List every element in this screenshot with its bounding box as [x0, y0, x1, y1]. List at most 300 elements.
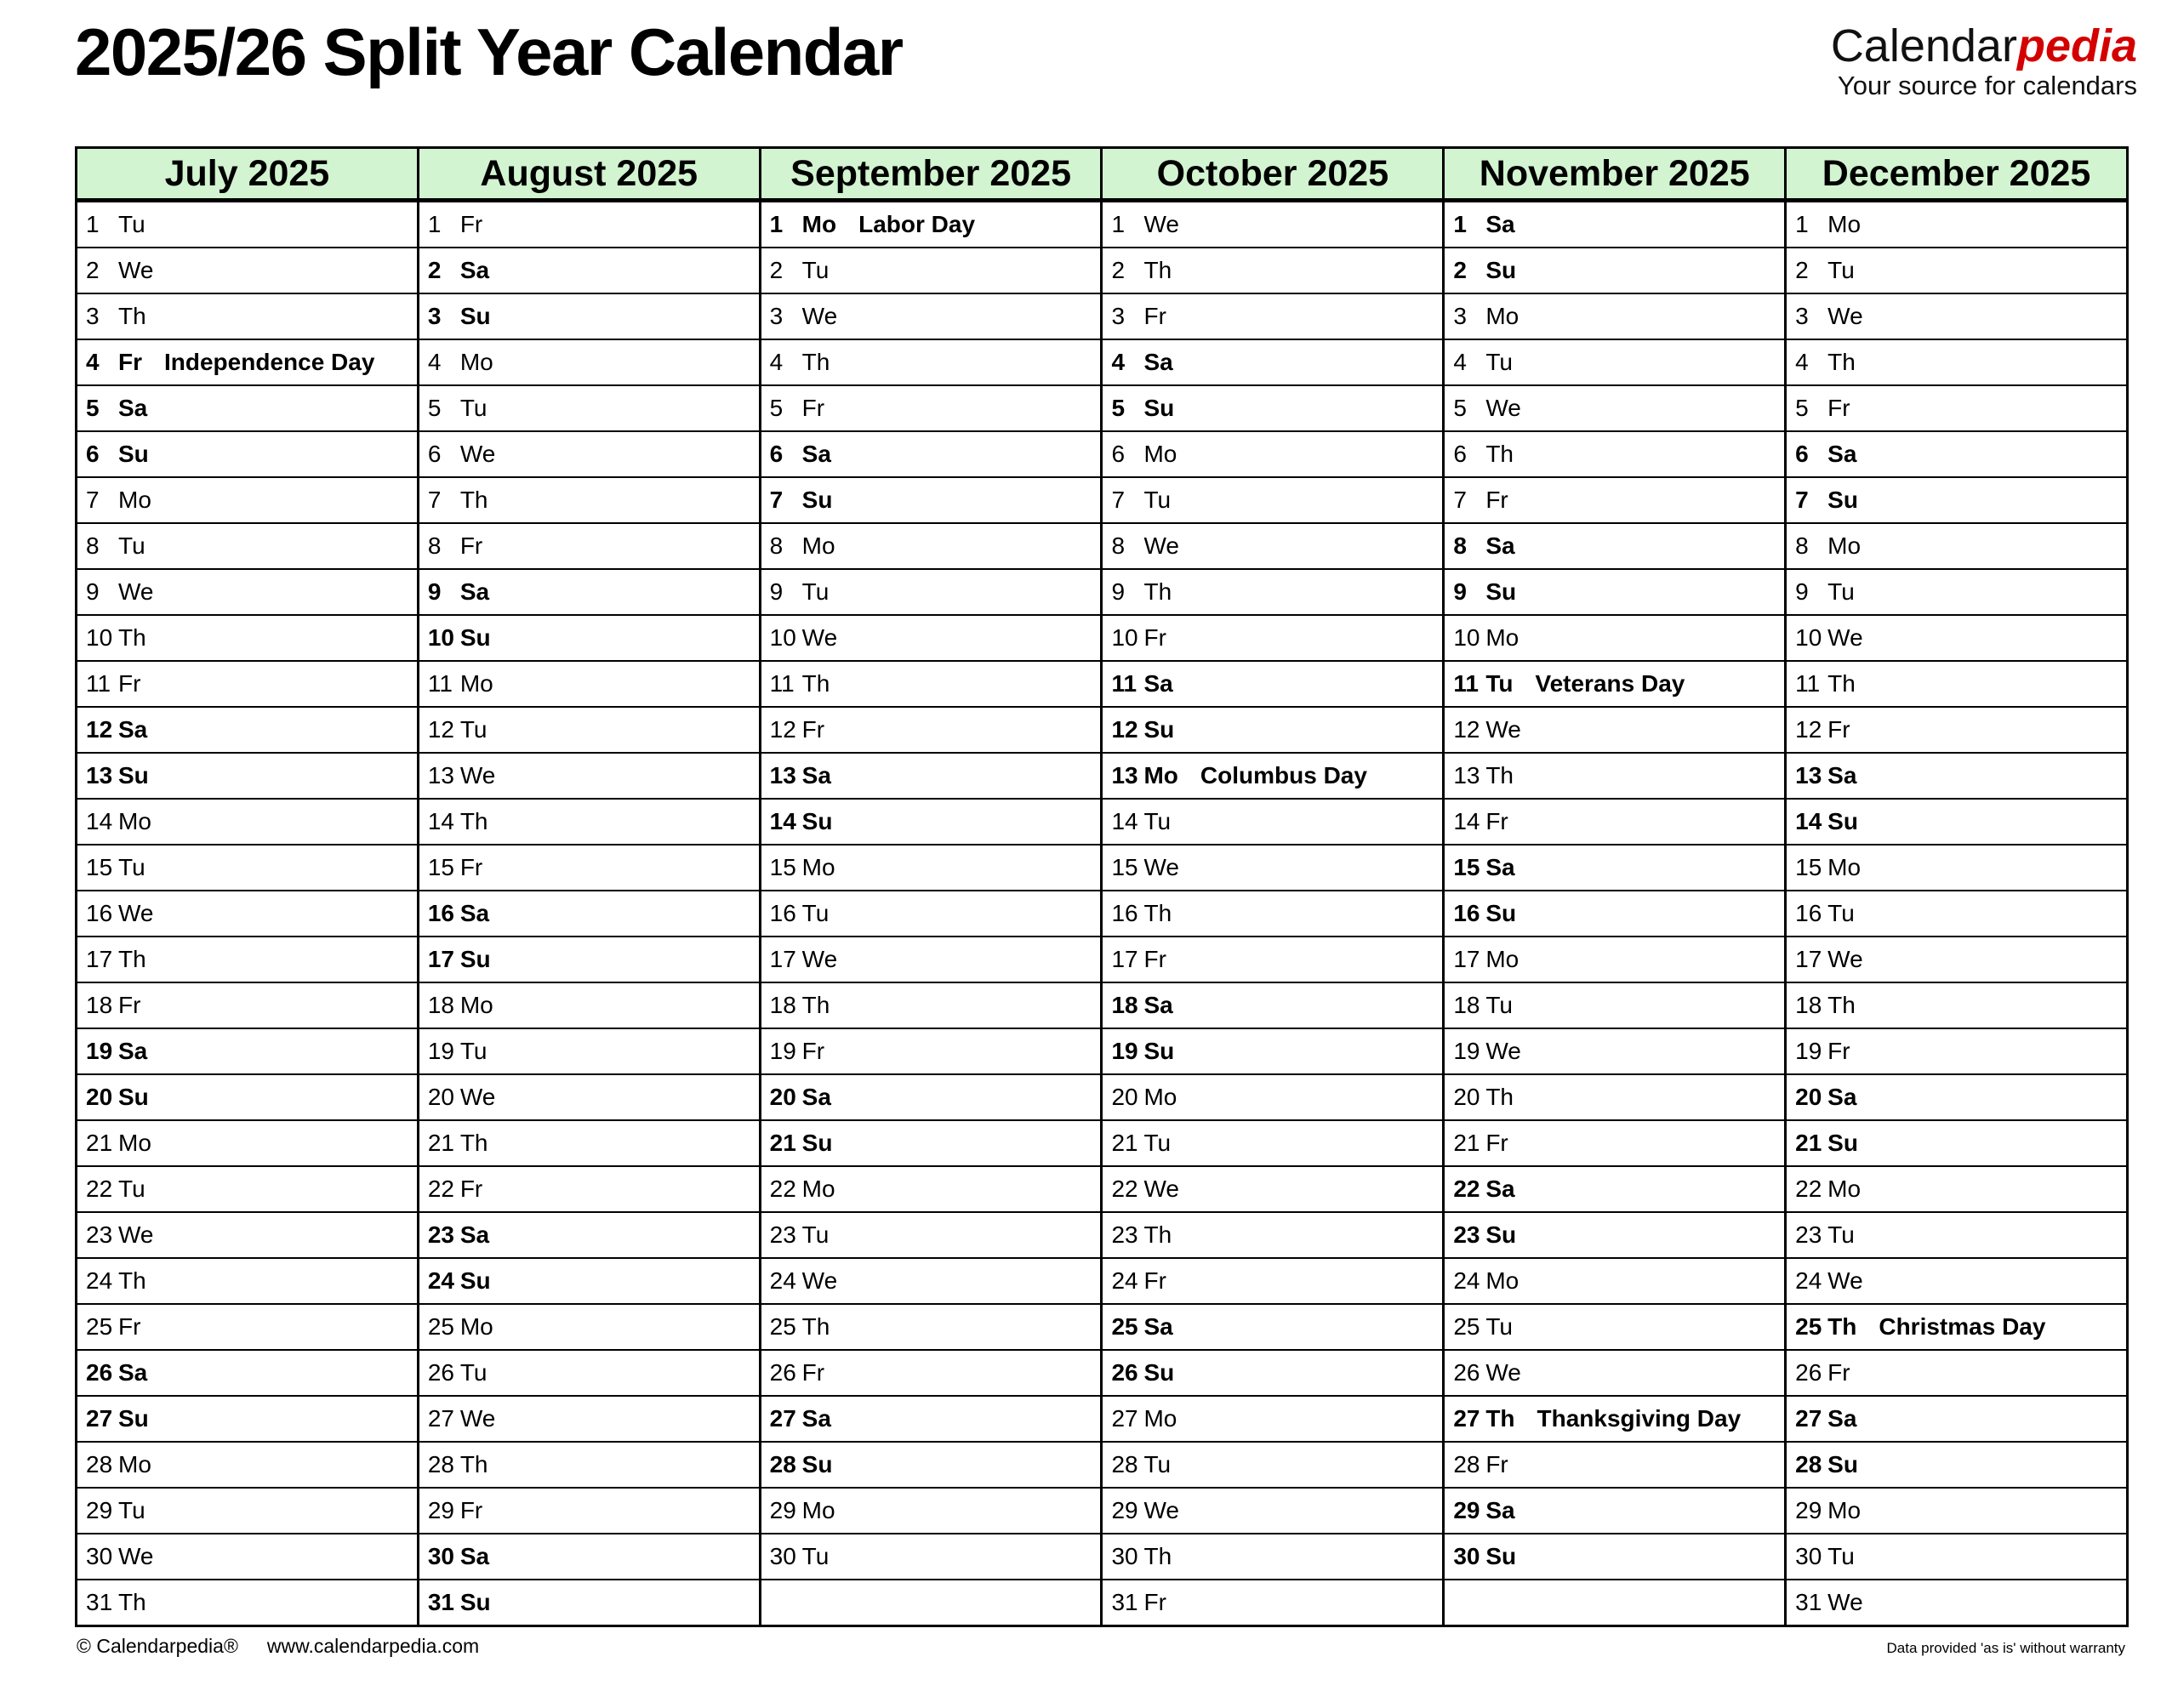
day-cell	[1102, 1442, 1444, 1488]
day-number: 26	[1795, 1359, 1822, 1386]
month-header: November 2025	[1444, 148, 1786, 201]
day-number: 5	[86, 395, 100, 421]
day-weekday: Sa	[801, 1084, 831, 1110]
day-weekday: Mo	[801, 532, 835, 559]
day-weekday: Su	[1485, 1221, 1517, 1248]
day-cell	[1786, 201, 2128, 248]
day-number: 12	[1453, 716, 1480, 743]
page-title: 2025/26 Split Year Calendar	[75, 14, 903, 89]
day-weekday: Mo	[1485, 303, 1519, 329]
day-number: 17	[1453, 946, 1480, 972]
day-number: 28	[1111, 1451, 1138, 1477]
day-number: 18	[427, 992, 454, 1018]
day-weekday: Fr	[801, 395, 825, 421]
day-cell	[77, 1166, 419, 1212]
day-number: 10	[427, 624, 454, 651]
day-cell	[77, 523, 419, 569]
day-weekday: Su	[1143, 716, 1175, 743]
day-number: 23	[427, 1221, 454, 1248]
calendar-body	[77, 201, 2128, 1626]
day-number: 2	[769, 257, 784, 283]
day-weekday: Tu	[801, 1221, 830, 1248]
day-cell	[77, 1028, 419, 1074]
day-weekday: Mo	[1827, 854, 1862, 880]
day-cell	[1102, 1120, 1444, 1166]
day-weekday: Sa	[801, 441, 831, 467]
day-number: 14	[1453, 808, 1480, 834]
day-weekday: We	[1485, 1359, 1521, 1386]
day-cell	[77, 1258, 419, 1304]
day-cell	[1102, 753, 1444, 799]
day-weekday: We	[1143, 532, 1179, 559]
day-weekday: Fr	[118, 1313, 141, 1340]
day-number: 5	[427, 395, 442, 421]
day-number: 9	[427, 578, 442, 605]
day-number: 17	[86, 946, 113, 972]
day-number: 31	[1111, 1589, 1138, 1615]
day-number: 18	[769, 992, 796, 1018]
day-number: 17	[1111, 946, 1138, 972]
day-cell	[77, 1304, 419, 1350]
day-number: 11	[1453, 670, 1479, 697]
day-number: 1	[1795, 211, 1809, 237]
day-cell	[418, 1028, 760, 1074]
day-weekday: We	[801, 624, 838, 651]
day-number: 16	[427, 900, 454, 926]
day-cell	[1444, 1304, 1786, 1350]
day-weekday: Su	[1143, 1038, 1175, 1064]
day-number: 29	[86, 1497, 113, 1523]
day-cell	[418, 1396, 760, 1442]
day-weekday: Mo	[1485, 1267, 1519, 1294]
day-weekday: Mo	[1143, 762, 1178, 789]
day-cell	[1102, 201, 1444, 248]
day-weekday: Sa	[459, 257, 490, 283]
day-number: 25	[1453, 1313, 1480, 1340]
day-number: 4	[1795, 349, 1809, 375]
day-cell	[1786, 1258, 2128, 1304]
day-weekday: Mo	[1485, 624, 1519, 651]
day-weekday: Tu	[1827, 1543, 1855, 1569]
day-cell	[418, 1074, 760, 1120]
day-weekday: Tu	[1143, 1451, 1172, 1477]
day-cell	[1444, 1028, 1786, 1074]
day-weekday: Su	[1485, 578, 1517, 605]
day-number: 2	[1795, 257, 1809, 283]
day-number: 7	[86, 487, 100, 513]
day-number: 7	[769, 487, 784, 513]
day-number: 2	[1111, 257, 1126, 283]
day-cell	[77, 1396, 419, 1442]
day-number: 15	[769, 854, 796, 880]
day-cell	[1102, 1304, 1444, 1350]
day-cell	[1102, 661, 1444, 707]
day-number: 30	[1795, 1543, 1822, 1569]
day-number: 3	[86, 303, 100, 329]
day-weekday: We	[118, 578, 154, 605]
day-number: 11	[769, 670, 795, 697]
day-weekday: We	[1827, 1267, 1863, 1294]
day-cell	[760, 707, 1102, 753]
day-number: 18	[1111, 992, 1138, 1018]
day-cell	[1444, 661, 1786, 707]
day-number: 27	[769, 1405, 796, 1432]
day-weekday: Su	[1485, 257, 1517, 283]
website-link[interactable]: www.calendarpedia.com	[266, 1635, 480, 1657]
day-cell	[418, 523, 760, 569]
day-number: 8	[427, 532, 442, 559]
day-weekday: Su	[801, 487, 833, 513]
day-weekday: Th	[1485, 1084, 1514, 1110]
day-number: 2	[427, 257, 442, 283]
day-weekday: Mo	[1143, 1084, 1177, 1110]
day-weekday: We	[801, 946, 838, 972]
day-weekday: We	[1827, 946, 1863, 972]
brand-name	[1831, 22, 2137, 71]
day-weekday: We	[801, 1267, 838, 1294]
day-weekday: Tu	[1143, 808, 1172, 834]
day-weekday: Fr	[1143, 1267, 1166, 1294]
day-cell	[1102, 431, 1444, 477]
day-number: 11	[86, 670, 111, 697]
day-number: 19	[427, 1038, 454, 1064]
day-weekday: Fr	[1827, 716, 1850, 743]
day-weekday: Tu	[801, 1543, 830, 1569]
day-number: 24	[1453, 1267, 1480, 1294]
day-weekday: Tu	[1827, 578, 1855, 605]
day-cell	[1444, 937, 1786, 982]
day-cell	[418, 1350, 760, 1396]
day-cell	[77, 201, 419, 248]
day-number: 29	[1453, 1497, 1480, 1523]
day-number: 17	[427, 946, 454, 972]
day-weekday: Mo	[1827, 532, 1862, 559]
day-cell	[760, 1028, 1102, 1074]
day-cell	[1786, 1488, 2128, 1534]
day-cell	[77, 937, 419, 982]
day-cell	[1786, 799, 2128, 845]
day-number: 3	[1795, 303, 1809, 329]
day-cell	[77, 385, 419, 431]
holiday-name: Veterans Day	[1535, 670, 1685, 697]
day-weekday: Sa	[118, 395, 148, 421]
day-number: 5	[1111, 395, 1126, 421]
day-number: 17	[769, 946, 796, 972]
day-weekday: Sa	[118, 1359, 148, 1386]
day-number: 2	[86, 257, 100, 283]
day-weekday: Tu	[1827, 1221, 1855, 1248]
day-weekday: Su	[459, 1267, 491, 1294]
day-weekday: Sa	[1827, 762, 1857, 789]
day-cell	[418, 1304, 760, 1350]
day-weekday: Th	[1143, 1221, 1172, 1248]
day-weekday: Tu	[459, 716, 487, 743]
day-cell	[1786, 982, 2128, 1028]
day-cell	[418, 753, 760, 799]
day-weekday: Sa	[1143, 349, 1173, 375]
day-row	[77, 615, 2128, 661]
day-cell	[418, 1534, 760, 1580]
day-cell	[760, 1120, 1102, 1166]
day-weekday: We	[459, 1405, 496, 1432]
day-weekday: Fr	[459, 1176, 483, 1202]
day-weekday: Mo	[1827, 211, 1862, 237]
day-weekday: Tu	[1143, 1130, 1172, 1156]
day-weekday: Tu	[1485, 670, 1514, 697]
day-row	[77, 339, 2128, 385]
day-weekday: Fr	[1143, 303, 1166, 329]
day-cell	[1102, 707, 1444, 753]
day-number: 20	[1453, 1084, 1480, 1110]
day-weekday: Th	[801, 670, 830, 697]
day-row	[77, 1166, 2128, 1212]
day-weekday: We	[118, 257, 154, 283]
day-weekday: Fr	[801, 716, 825, 743]
day-weekday: Th	[1827, 670, 1856, 697]
day-cell	[1444, 1442, 1786, 1488]
day-row	[77, 1350, 2128, 1396]
day-number: 9	[86, 578, 100, 605]
day-cell	[77, 1212, 419, 1258]
day-number: 29	[769, 1497, 796, 1523]
day-weekday: Sa	[801, 1405, 831, 1432]
day-number: 11	[427, 670, 453, 697]
day-weekday: Sa	[1143, 1313, 1173, 1340]
day-number: 4	[86, 349, 100, 375]
day-weekday: Th	[118, 1589, 146, 1615]
day-cell	[77, 569, 419, 615]
day-cell	[760, 523, 1102, 569]
day-weekday: Th	[1143, 257, 1172, 283]
day-cell	[77, 1442, 419, 1488]
day-cell	[1444, 1350, 1786, 1396]
day-number: 9	[769, 578, 784, 605]
day-weekday: Mo	[118, 487, 151, 513]
day-cell	[77, 1534, 419, 1580]
logo-tagline: Your source for calendars	[1837, 70, 2137, 100]
day-cell	[760, 1350, 1102, 1396]
day-number: 21	[1795, 1130, 1822, 1156]
day-cell	[418, 799, 760, 845]
day-number: 1	[427, 211, 442, 237]
day-row	[77, 1074, 2128, 1120]
day-number: 9	[1795, 578, 1809, 605]
day-number: 19	[769, 1038, 796, 1064]
holiday-name: Thanksgiving Day	[1537, 1405, 1742, 1432]
day-cell	[760, 569, 1102, 615]
day-cell	[760, 1442, 1102, 1488]
day-weekday: Mo	[801, 1176, 835, 1202]
day-weekday: We	[1143, 1176, 1179, 1202]
day-weekday: Th	[801, 349, 830, 375]
day-cell	[1444, 1120, 1786, 1166]
day-cell	[760, 1212, 1102, 1258]
day-cell	[418, 1580, 760, 1626]
day-number: 13	[769, 762, 796, 789]
day-weekday: Th	[459, 1451, 488, 1477]
day-number: 13	[1795, 762, 1822, 789]
day-weekday: Su	[801, 1130, 833, 1156]
day-cell	[1102, 569, 1444, 615]
day-cell	[1786, 523, 2128, 569]
day-cell	[1786, 1166, 2128, 1212]
day-weekday: Su	[1143, 1359, 1175, 1386]
day-weekday: Su	[459, 1589, 491, 1615]
day-cell	[418, 431, 760, 477]
day-cell	[1102, 293, 1444, 339]
day-number: 6	[1795, 441, 1809, 467]
day-weekday: Th	[1827, 1313, 1857, 1340]
day-weekday: Sa	[1485, 854, 1515, 880]
day-weekday: Mo	[801, 854, 835, 880]
day-number: 16	[86, 900, 113, 926]
day-weekday: We	[1143, 854, 1179, 880]
day-number: 6	[86, 441, 100, 467]
day-weekday: We	[118, 1221, 154, 1248]
day-row	[77, 293, 2128, 339]
day-number: 6	[1111, 441, 1126, 467]
day-cell	[1786, 937, 2128, 982]
day-weekday: Mo	[1827, 1497, 1862, 1523]
day-number: 12	[86, 716, 113, 743]
day-weekday: We	[1485, 395, 1521, 421]
day-row	[77, 707, 2128, 753]
day-cell	[418, 569, 760, 615]
day-number: 23	[1795, 1221, 1822, 1248]
day-weekday: Fr	[1485, 487, 1508, 513]
day-weekday: Tu	[801, 578, 830, 605]
footer-disclaimer: Data provided 'as is' without warranty	[1886, 1640, 2125, 1656]
day-number: 5	[1795, 395, 1809, 421]
day-cell	[760, 1074, 1102, 1120]
day-number: 1	[1453, 211, 1467, 237]
day-number: 23	[1111, 1221, 1138, 1248]
day-cell	[77, 248, 419, 293]
day-cell	[77, 799, 419, 845]
day-cell	[1102, 1166, 1444, 1212]
day-weekday: Sa	[1485, 1176, 1515, 1202]
day-number: 31	[1795, 1589, 1822, 1615]
day-weekday: Th	[1485, 1405, 1515, 1432]
day-cell	[1786, 1534, 2128, 1580]
day-number: 8	[86, 532, 100, 559]
day-number: 18	[86, 992, 113, 1018]
day-number: 10	[1453, 624, 1480, 651]
day-weekday: Mo	[1143, 1405, 1177, 1432]
day-cell	[1444, 753, 1786, 799]
day-cell	[1786, 1580, 2128, 1626]
day-cell	[77, 293, 419, 339]
day-weekday: Tu	[459, 1038, 487, 1064]
day-number: 29	[427, 1497, 454, 1523]
day-number: 26	[86, 1359, 113, 1386]
empty-cell	[1444, 1580, 1786, 1626]
day-weekday: Sa	[801, 762, 831, 789]
day-cell	[760, 845, 1102, 891]
day-number: 31	[427, 1589, 454, 1615]
day-number: 8	[1111, 532, 1126, 559]
day-number: 16	[1795, 900, 1822, 926]
day-cell	[1786, 431, 2128, 477]
day-cell	[1444, 431, 1786, 477]
day-number: 1	[1111, 211, 1126, 237]
day-weekday: We	[459, 1084, 496, 1110]
day-cell	[760, 293, 1102, 339]
day-cell	[1444, 477, 1786, 523]
day-cell	[1786, 661, 2128, 707]
day-weekday: Th	[801, 1313, 830, 1340]
day-weekday: Fr	[801, 1038, 825, 1064]
day-cell	[1786, 1212, 2128, 1258]
day-cell	[1102, 339, 1444, 385]
day-row	[77, 1488, 2128, 1534]
day-weekday: Sa	[1143, 992, 1173, 1018]
day-cell	[418, 339, 760, 385]
day-number: 8	[769, 532, 784, 559]
day-number: 8	[1795, 532, 1809, 559]
day-row	[77, 845, 2128, 891]
day-cell	[418, 845, 760, 891]
day-weekday: Th	[1827, 349, 1856, 375]
day-weekday: Su	[118, 1405, 149, 1432]
day-weekday: Fr	[459, 854, 483, 880]
day-weekday: Tu	[1827, 900, 1855, 926]
day-number: 8	[1453, 532, 1467, 559]
day-number: 20	[86, 1084, 113, 1110]
day-cell	[77, 891, 419, 937]
day-row	[77, 1580, 2128, 1626]
day-weekday: Mo	[459, 1313, 493, 1340]
brand-logo	[1831, 22, 2137, 100]
day-cell	[77, 1120, 419, 1166]
day-cell	[760, 891, 1102, 937]
day-weekday: Tu	[1485, 1313, 1513, 1340]
day-row	[77, 1028, 2128, 1074]
day-weekday: Fr	[1143, 1589, 1166, 1615]
day-number: 10	[1795, 624, 1822, 651]
day-number: 3	[1453, 303, 1467, 329]
day-cell	[1786, 1028, 2128, 1074]
day-row	[77, 523, 2128, 569]
day-cell	[77, 753, 419, 799]
day-number: 14	[1111, 808, 1138, 834]
day-weekday: Su	[459, 624, 491, 651]
day-weekday: Su	[1485, 900, 1517, 926]
day-cell	[1444, 615, 1786, 661]
day-cell	[1444, 982, 1786, 1028]
day-cell	[77, 615, 419, 661]
day-weekday: We	[1143, 211, 1179, 237]
day-cell	[77, 707, 419, 753]
day-weekday: Fr	[801, 1359, 825, 1386]
day-weekday: Tu	[1143, 487, 1172, 513]
day-cell	[760, 1396, 1102, 1442]
day-cell	[1102, 385, 1444, 431]
day-cell	[418, 1212, 760, 1258]
day-cell	[1444, 1396, 1786, 1442]
day-weekday: Mo	[1485, 946, 1519, 972]
day-number: 1	[769, 211, 784, 237]
day-row	[77, 1212, 2128, 1258]
day-cell	[1786, 1396, 2128, 1442]
holiday-name: Labor Day	[858, 211, 976, 237]
day-cell	[418, 891, 760, 937]
day-row	[77, 1304, 2128, 1350]
day-number: 30	[1453, 1543, 1480, 1569]
day-weekday: Su	[1827, 808, 1858, 834]
day-number: 14	[769, 808, 796, 834]
day-number: 4	[427, 349, 442, 375]
